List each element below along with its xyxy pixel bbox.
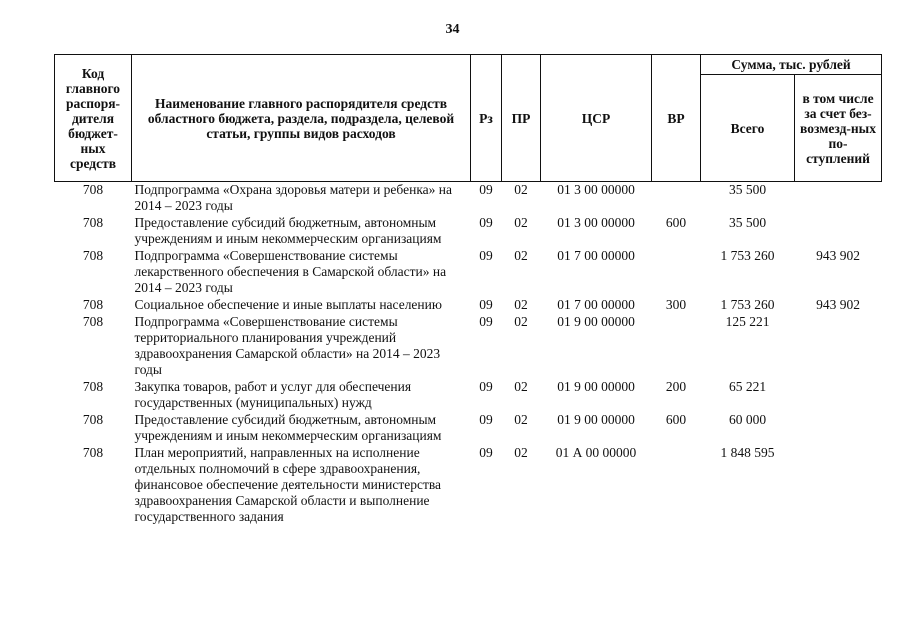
cell-csr: 01 7 00 00000 — [557, 248, 635, 263]
table-row — [55, 378, 882, 411]
cell-total: 65 221 — [728, 379, 767, 394]
cell-name: Предоставление субсидий бюджетным, автономным учреждениям и иным некоммерческим организациям — [134, 215, 442, 246]
cell-total: 1 753 260 — [720, 297, 775, 312]
cell-name: Подпрограмма «Совершенствование системы территориального планирования учреждений здравоохранения Самарской области» на 2014 – 2023 годы — [134, 314, 441, 377]
cell-total: 1 848 595 — [720, 445, 775, 460]
cell-pr: 02 — [514, 297, 528, 312]
header-name: Наименование главного распорядителя средств областного бюджета, раздела, подраздела, целевой статьи, группы видов расходов — [132, 55, 471, 182]
table-row — [55, 214, 882, 247]
cell-vr — [652, 444, 701, 525]
cell-vr: 300 — [665, 297, 687, 312]
header-pr: ПР — [502, 55, 541, 182]
header-code: Код главного распоря-дителя бюджет-ных средств — [55, 55, 132, 182]
cell-name: Предоставление субсидий бюджетным, автономным учреждениям и иным некоммерческим организациям — [134, 412, 442, 443]
header-csr: ЦСР — [541, 55, 652, 182]
table-body — [55, 182, 882, 526]
cell-free-receipts — [795, 444, 882, 525]
cell-pr: 02 — [514, 182, 528, 197]
cell-name: Подпрограмма «Совершенствование системы лекарственного обеспечения в Самарской области» на 2014 – 2023 годы — [134, 248, 447, 295]
cell-rz: 09 — [479, 412, 493, 427]
cell-rz: 09 — [479, 314, 493, 329]
table-row — [55, 296, 882, 313]
header-rz: Рз — [471, 55, 502, 182]
cell-free-receipts — [795, 313, 882, 378]
cell-code: 708 — [82, 379, 104, 394]
cell-code: 708 — [82, 445, 104, 460]
cell-vr: 600 — [665, 412, 687, 427]
cell-vr: 600 — [665, 215, 687, 230]
budget-table — [54, 54, 882, 525]
cell-pr: 02 — [514, 379, 528, 394]
cell-vr — [652, 247, 701, 296]
table-row — [55, 444, 882, 525]
cell-csr: 01 9 00 00000 — [557, 412, 635, 427]
cell-vr — [652, 313, 701, 378]
cell-vr: 200 — [665, 379, 687, 394]
table-header — [55, 55, 882, 182]
cell-csr: 01 9 00 00000 — [557, 314, 635, 329]
cell-rz: 09 — [479, 215, 493, 230]
header-sum-group: Сумма, тыс. рублей — [701, 55, 882, 75]
header-total: Всего — [701, 75, 795, 182]
cell-code: 708 — [82, 412, 104, 427]
cell-name: Социальное обеспечение и иные выплаты населению — [134, 297, 442, 312]
cell-total: 1 753 260 — [720, 248, 775, 263]
cell-code: 708 — [82, 314, 104, 329]
cell-code: 708 — [82, 215, 104, 230]
cell-pr: 02 — [514, 248, 528, 263]
cell-free-receipts — [795, 182, 882, 215]
cell-rz: 09 — [479, 297, 493, 312]
cell-pr: 02 — [514, 412, 528, 427]
cell-rz: 09 — [479, 182, 493, 197]
page-number: 34 — [445, 22, 460, 37]
table-row — [55, 247, 882, 296]
header-free-receipts: в том числе за счет без-возмезд-ных по-ступлений — [795, 75, 882, 182]
cell-rz: 09 — [479, 379, 493, 394]
cell-free-receipts: 943 902 — [816, 248, 860, 263]
cell-free-receipts: 943 902 — [816, 297, 860, 312]
cell-csr: 01 А 00 00000 — [555, 445, 637, 460]
cell-csr: 01 9 00 00000 — [557, 379, 635, 394]
cell-vr — [652, 182, 701, 215]
cell-total: 35 500 — [728, 215, 767, 230]
cell-pr: 02 — [514, 445, 528, 460]
cell-total: 35 500 — [728, 182, 767, 197]
cell-pr: 02 — [514, 215, 528, 230]
table-row — [55, 411, 882, 444]
header-vr: ВР — [652, 55, 701, 182]
cell-code: 708 — [82, 182, 104, 197]
cell-total: 125 221 — [725, 314, 770, 329]
table-row — [55, 182, 882, 215]
cell-name: План мероприятий, направленных на исполнение отдельных полномочий в сфере здравоохранения, финансовое обеспечение деятельности министерства здравоохранения Самарской области и выполнение государственного задания — [134, 445, 442, 524]
cell-total: 60 000 — [728, 412, 767, 427]
cell-name: Подпрограмма «Охрана здоровья матери и ребенка» на 2014 – 2023 годы — [134, 182, 453, 213]
cell-code: 708 — [82, 297, 104, 312]
cell-rz: 09 — [479, 248, 493, 263]
cell-csr: 01 7 00 00000 — [557, 297, 635, 312]
cell-free-receipts — [795, 214, 882, 247]
cell-csr: 01 3 00 00000 — [557, 182, 635, 197]
cell-csr: 01 3 00 00000 — [557, 215, 635, 230]
cell-code: 708 — [82, 248, 104, 263]
cell-rz: 09 — [479, 445, 493, 460]
cell-free-receipts — [795, 411, 882, 444]
cell-pr: 02 — [514, 314, 528, 329]
table-row — [55, 313, 882, 378]
cell-name: Закупка товаров, работ и услуг для обеспечения государственных (муниципальных) нужд — [134, 379, 412, 410]
cell-free-receipts — [795, 378, 882, 411]
